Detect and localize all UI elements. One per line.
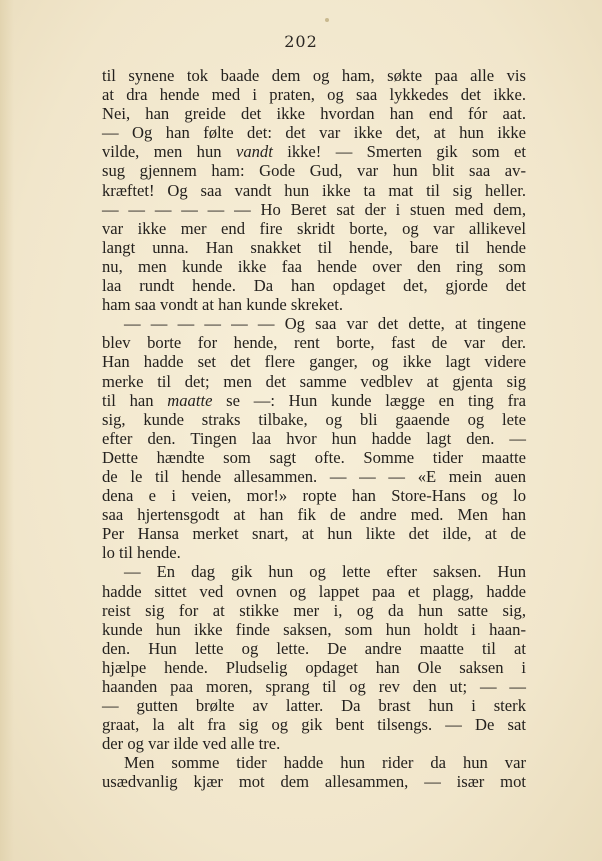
text-line: — Og han følte det: det var ikke det, at hun ikke <box>102 123 526 143</box>
text-line: reist sig for at stikke mer i, og da hun satte sig, <box>102 600 526 620</box>
text-line: Nei, han greide det ikke hvordan han end fór aat. <box>102 104 526 124</box>
page-number: 202 <box>284 32 318 51</box>
text-line: haanden paa moren, sprang til og rev den ut; — — <box>102 677 526 696</box>
text-line: nu, men kunde ikke faa hende over den ring som <box>102 256 526 276</box>
text-line: langt unna. Han snakket til hende, bare til hende <box>102 237 526 257</box>
text-line: saa hjertensgodt at han fik de andre med. Men han <box>102 505 526 525</box>
text-line: Han hadde set det flere ganger, og ikke lagt videre <box>102 352 526 372</box>
text-line: Dette hændte som sagt ofte. Somme tider maatte <box>102 447 526 467</box>
text-line: den. Hun lette og lette. De andre maatte til at <box>102 638 526 658</box>
text-line: vilde, men hun vandt ikke! — Smerten gik som et <box>102 142 526 162</box>
text-line: blev borte for hende, rent borte, fast de var der. <box>102 333 526 353</box>
text-line: Men somme tider hadde hun rider da hun var <box>124 753 526 773</box>
text-line: merke til det; men det samme vedblev at gjenta sig <box>102 371 526 391</box>
text-line: — gutten brølte av latter. Da brast hun i sterk <box>102 696 526 716</box>
text-line: at dra hende med i praten, og saa lykkedes det ikke. <box>102 85 526 105</box>
text-line: sug gjennem ham: Gode Gud, var hun blit saa av- <box>102 161 526 181</box>
text-line: var ikke mer end fire skridt borte, og var allikevel <box>102 218 526 238</box>
text-line: laa rundt hende. Da han opdaget det, gjorde det <box>102 276 526 296</box>
text-line: sig, kunde straks tilbake, og bli gaaende og lete <box>102 409 526 429</box>
text-line: ham saa vondt at han kunde skreket. <box>102 295 343 315</box>
text-line: der og var ilde ved alle tre. <box>102 734 281 754</box>
text-line: — — — — — — Ho Beret sat der i stuen med dem, <box>102 199 526 219</box>
text-line: — — — — — — Og saa var det dette, at tingene <box>124 314 526 334</box>
text-line: de le til hende allesammen. — — — «E mein auen <box>102 466 526 486</box>
body-text <box>102 66 526 792</box>
text-line: hjælpe hende. Pludselig opdaget han Ole saksen i <box>102 657 526 677</box>
text-line: efter den. Tingen laa hvor hun hadde lagt den. — <box>102 428 526 448</box>
text-line: lo til hende. <box>102 543 181 563</box>
text-line: — En dag gik hun og lette efter saksen. Hun <box>124 562 526 582</box>
paper-speck <box>325 18 329 22</box>
text-line: dena e i veien, mor!» ropte han Store-Hans og lo <box>102 486 526 506</box>
text-line: til synene tok baade dem og ham, søkte paa alle vis <box>102 66 526 85</box>
text-line: kræftet! Og saa vandt hun ikke ta mat til sig heller. <box>102 180 526 200</box>
text-line: usædvanlig kjær mot dem allesammen, — især mot <box>102 772 526 792</box>
text-line: kunde hun ikke finde saksen, som hun holdt i haan- <box>102 619 526 639</box>
text-line: Per Hansa merket snart, at hun likte det ilde, at de <box>102 524 526 544</box>
text-line: graat, la alt fra sig og gik bent tilsengs. — De sat <box>102 715 526 735</box>
text-line: hadde sittet ved ovnen og lappet paa et plagg, hadde <box>102 581 526 601</box>
page-edge-shading <box>0 0 14 861</box>
text-line: til han maatte se —: Hun kunde lægge en ting fra <box>102 390 526 410</box>
